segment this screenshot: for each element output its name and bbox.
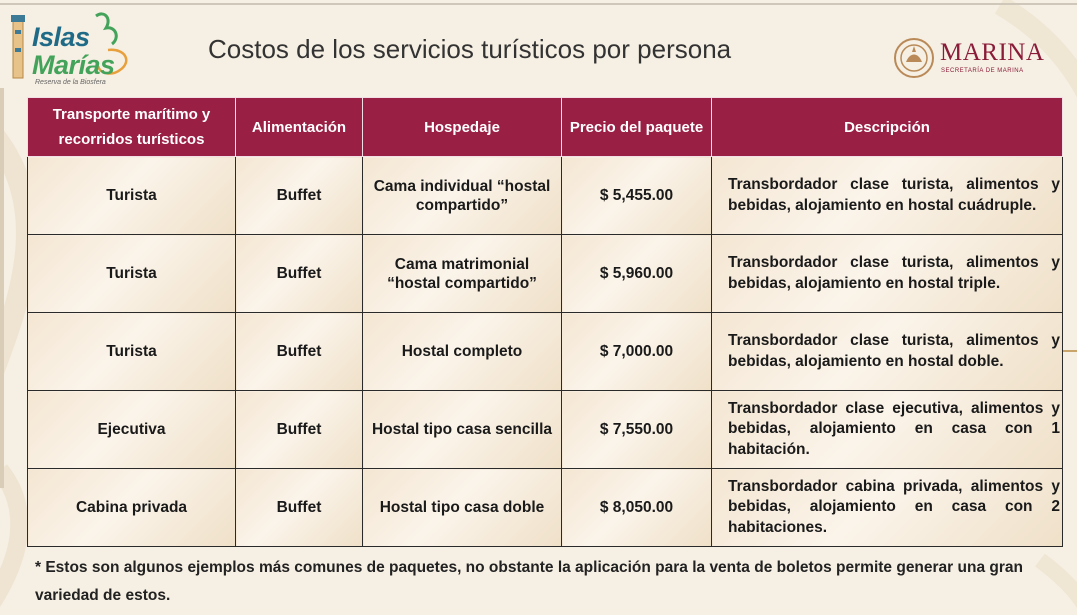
cell-hospedaje: Hostal tipo casa doble bbox=[363, 469, 562, 547]
islas-marias-logo bbox=[8, 10, 138, 88]
footnote: * Estos son algunos ejemplos más comunes de paquetes, no obstante la aplicación para la venta de boletos permite generar una gran variedad de estos. bbox=[35, 559, 1023, 604]
marina-wordmark: MARINA bbox=[940, 39, 1045, 66]
logo-tagline: Reserva de la Biosfera bbox=[35, 79, 106, 86]
cell-transporte: Turista bbox=[28, 157, 236, 235]
table-row bbox=[28, 391, 1063, 469]
right-accent-line bbox=[1062, 350, 1077, 352]
cell-alimentacion: Buffet bbox=[236, 313, 363, 391]
table-row bbox=[28, 313, 1063, 391]
col-header-alimentacion: Alimentación bbox=[236, 98, 363, 157]
marina-logo bbox=[893, 37, 1063, 81]
cell-alimentacion: Buffet bbox=[236, 235, 363, 313]
cell-descripcion: Transbordador clase turista, alimentos y bebidas, alojamiento en hostal doble. bbox=[712, 313, 1063, 391]
cell-precio: $ 8,050.00 bbox=[562, 469, 712, 547]
col-header-hospedaje: Hospedaje bbox=[363, 98, 562, 157]
cell-transporte: Ejecutiva bbox=[28, 391, 236, 469]
cell-descripcion: Transbordador clase turista, alimentos y bebidas, alojamiento en hostal triple. bbox=[712, 235, 1063, 313]
col-header-transporte: Transporte marítimo y recorridos turísticos bbox=[28, 98, 236, 157]
table-row bbox=[28, 469, 1063, 547]
cell-hospedaje: Hostal tipo casa sencilla bbox=[363, 391, 562, 469]
cell-transporte: Cabina privada bbox=[28, 469, 236, 547]
cell-transporte: Turista bbox=[28, 235, 236, 313]
cell-hospedaje: Cama individual “hostal compartido” bbox=[363, 157, 562, 235]
cell-descripcion: Transbordador clase ejecutiva, alimentos y bebidas, alojamiento en casa con 1 habitación. bbox=[712, 391, 1063, 469]
national-seal-icon bbox=[893, 37, 935, 79]
cell-precio: $ 5,960.00 bbox=[562, 235, 712, 313]
marina-subtitle: SECRETARÍA DE MARINA bbox=[941, 68, 1024, 74]
logo-word-islas: Islas bbox=[32, 22, 90, 52]
left-accent-bar bbox=[0, 88, 4, 488]
table-header-row bbox=[28, 98, 1063, 157]
col-header-precio: Precio del paquete bbox=[562, 98, 712, 157]
logo-word-marias: Marías bbox=[32, 50, 115, 80]
cell-descripcion: Transbordador clase turista, alimentos y bebidas, alojamiento en hostal cuádruple. bbox=[712, 157, 1063, 235]
cell-hospedaje: Hostal completo bbox=[363, 313, 562, 391]
cell-precio: $ 5,455.00 bbox=[562, 157, 712, 235]
cell-alimentacion: Buffet bbox=[236, 391, 363, 469]
cell-transporte: Turista bbox=[28, 313, 236, 391]
table-row bbox=[28, 235, 1063, 313]
table-row bbox=[28, 157, 1063, 235]
col-header-descripcion: Descripción bbox=[712, 98, 1063, 157]
top-divider bbox=[0, 3, 1077, 5]
cell-hospedaje: Cama matrimonial “hostal compartido” bbox=[363, 235, 562, 313]
page-title: Costos de los servicios turísticos por persona bbox=[208, 34, 732, 64]
package-price-table bbox=[27, 97, 1063, 547]
cell-alimentacion: Buffet bbox=[236, 469, 363, 547]
cell-precio: $ 7,000.00 bbox=[562, 313, 712, 391]
cell-alimentacion: Buffet bbox=[236, 157, 363, 235]
cell-precio: $ 7,550.00 bbox=[562, 391, 712, 469]
cell-descripcion: Transbordador cabina privada, alimentos y bebidas, alojamiento en casa con 2 habitaciones. bbox=[712, 469, 1063, 547]
